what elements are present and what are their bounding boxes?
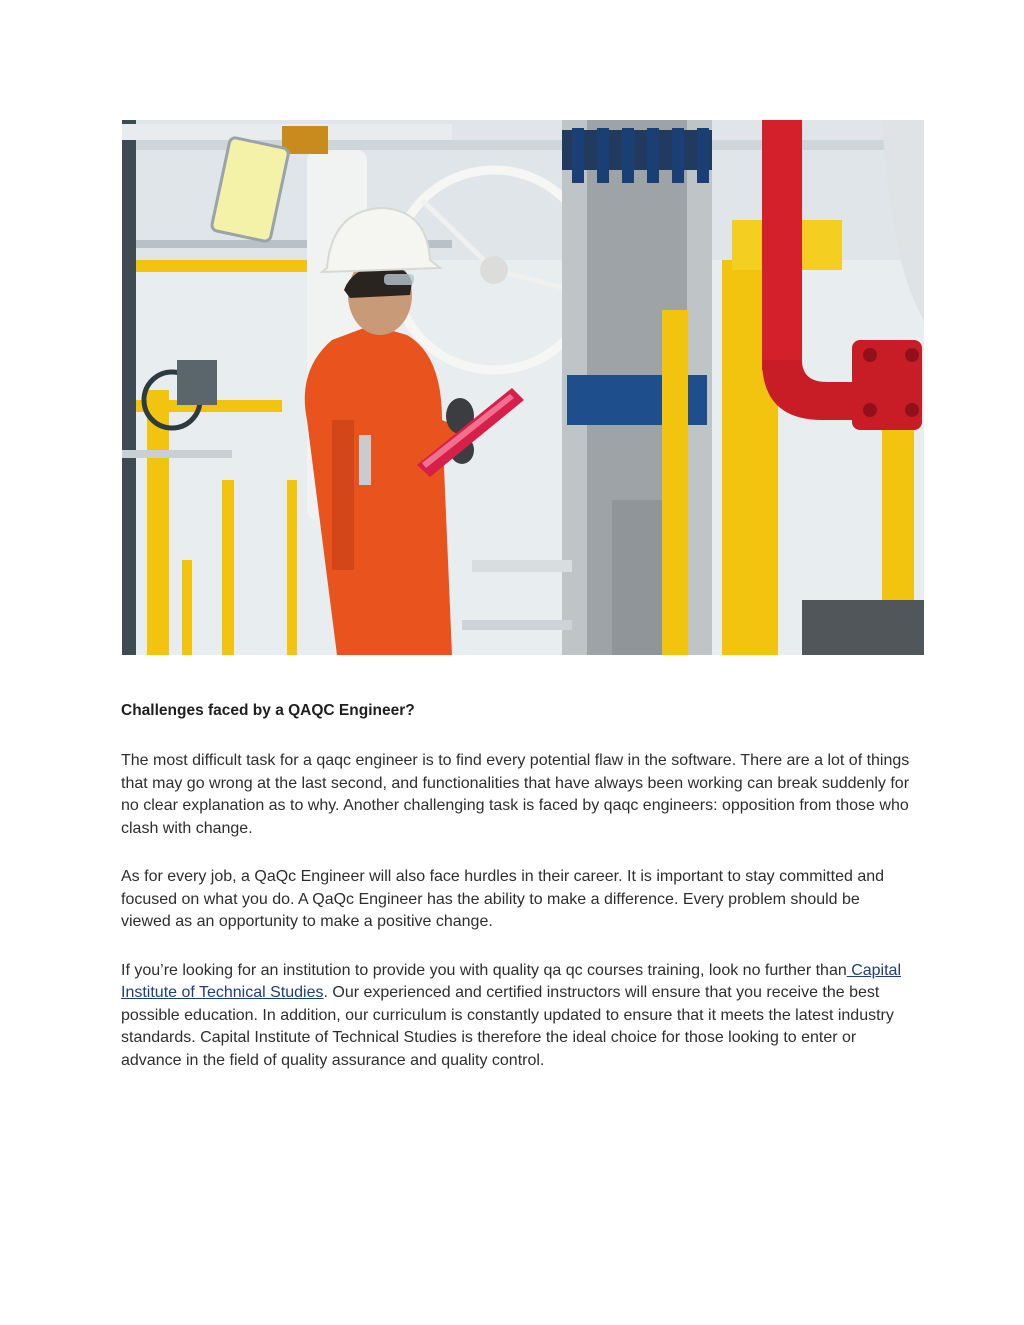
photo-illustration xyxy=(122,120,924,655)
engineer-photo xyxy=(122,120,924,655)
article xyxy=(121,700,911,1098)
paragraph-3 xyxy=(121,960,911,1073)
paragraph-2: As for every job, a QaQc Engineer will also face hurdles in their career. It is important to stay committed and focused on what you do. A QaQc Engineer has the ability to make a difference. Every problem should be viewed as an opportunity to make a positive change. xyxy=(121,868,885,930)
paragraph-3-rest: . Our experienced and certified instructors will ensure that you receive the best possible education. In addition, our curriculum is constantly updated to ensure that it meets the latest industry standards. Capital Institute of Technical Studies is therefore the ideal choice for those looking to enter or advance in the field of quality assurance and quality control. xyxy=(121,984,894,1069)
capital-institute-link[interactable]: Capital Institute of Technical Studies xyxy=(121,961,901,1001)
paragraph-1: The most difficult task for a qaqc engineer is to find every potential flaw in the software. There are a lot of things that may go wrong at the last second, and functionalities that have always been working can break suddenly for no clear explanation as to why. Another challenging task is faced by qaqc engineers: opposition from those who clash with change. xyxy=(121,752,910,837)
article-heading: Challenges faced by a QAQC Engineer? xyxy=(121,702,415,719)
paragraph-3-intro: If you’re looking for an institution to provide you with quality qa qc courses training, look no further than xyxy=(121,961,847,979)
